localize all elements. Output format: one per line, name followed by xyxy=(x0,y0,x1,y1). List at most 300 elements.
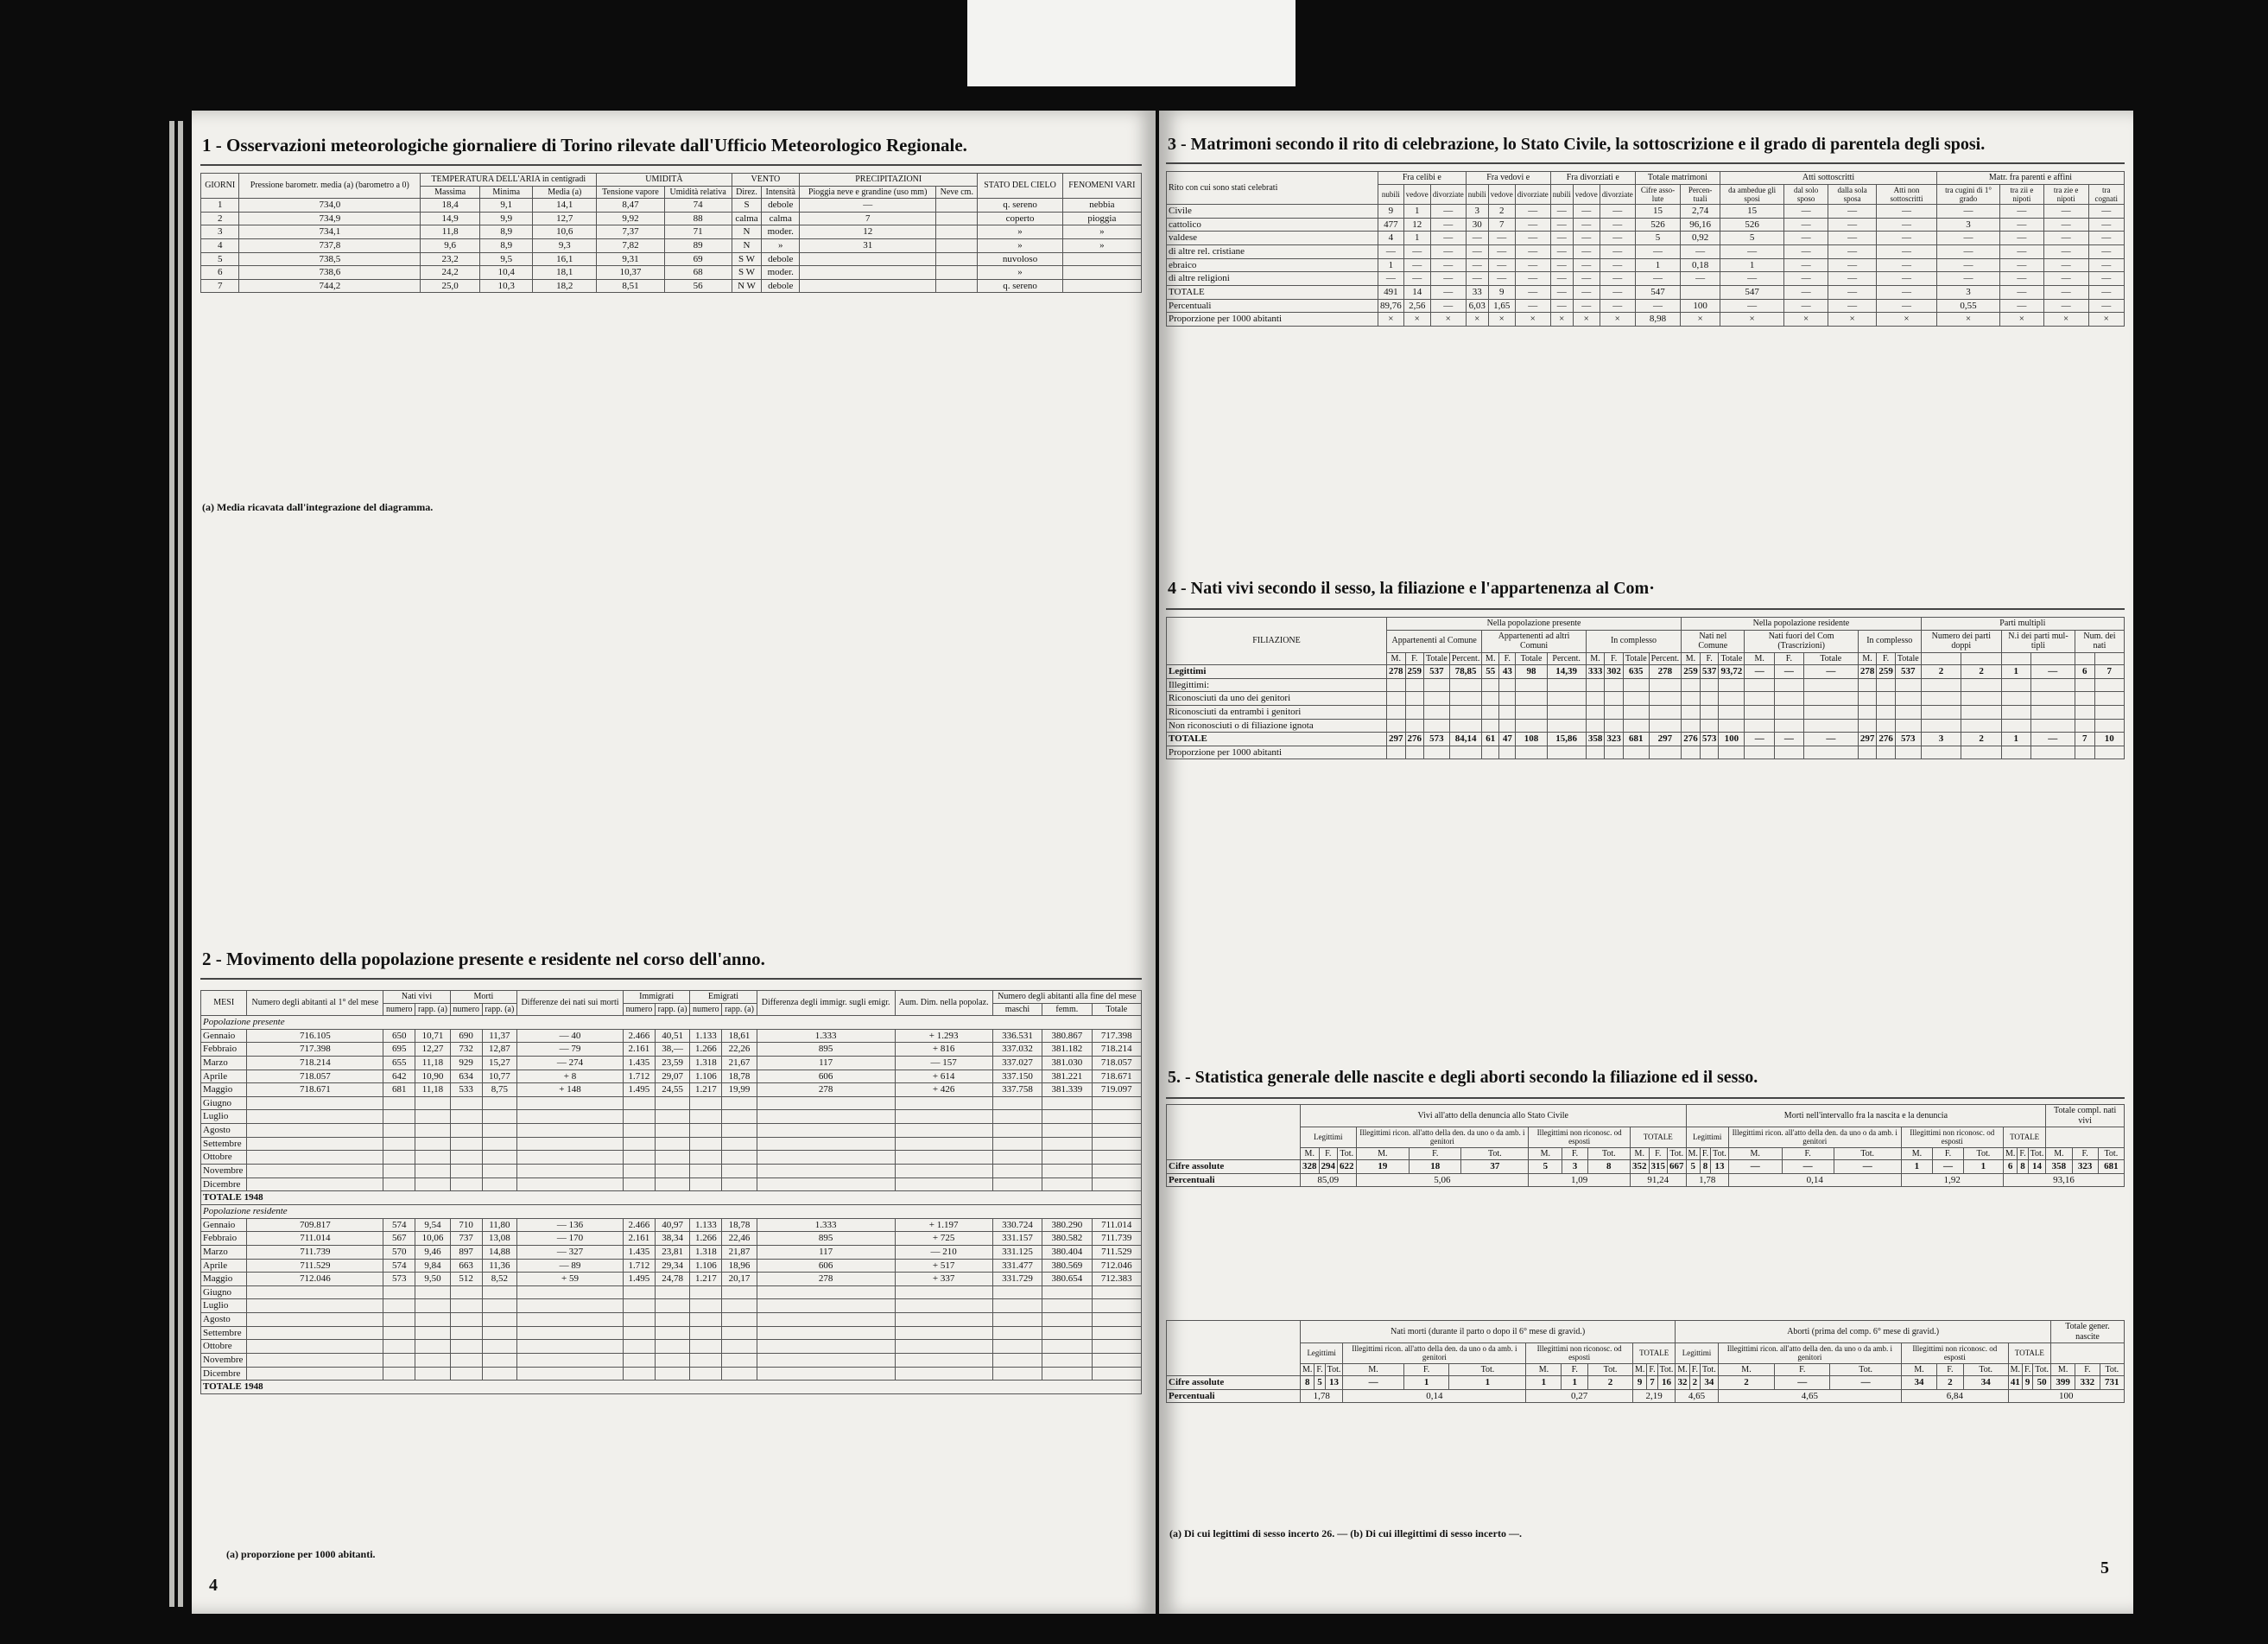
table-cell xyxy=(690,1326,722,1340)
col-mft: F. xyxy=(1877,652,1896,665)
table-cell xyxy=(623,1313,655,1327)
table-cell: 330.724 xyxy=(992,1218,1042,1232)
table2-note: (a) proporzione per 1000 abitanti. xyxy=(226,1548,376,1560)
table-cell xyxy=(1775,719,1804,733)
table-cell xyxy=(1803,692,1858,706)
table-cell: — xyxy=(1936,205,1999,219)
table-row xyxy=(201,1096,1142,1110)
table-cell xyxy=(1700,692,1719,706)
month-label: Luglio xyxy=(201,1110,247,1124)
col-mft: F. xyxy=(1775,1363,1830,1376)
col-mft: M. xyxy=(1858,652,1877,665)
table-cell xyxy=(623,1367,655,1381)
table-cell: 381.221 xyxy=(1042,1070,1092,1083)
table-cell: 533 xyxy=(450,1083,482,1097)
table-cell: — xyxy=(1681,272,1720,286)
table-cell xyxy=(992,1367,1042,1381)
table-cell: — xyxy=(1573,218,1600,232)
table-cell: N xyxy=(732,225,762,239)
table-cell xyxy=(1042,1165,1092,1178)
table-cell xyxy=(1424,719,1450,733)
table-cell: — xyxy=(1573,245,1600,259)
section-label: Popolazione residente xyxy=(201,1204,1142,1218)
table-cell: × xyxy=(1515,313,1550,327)
table-cell: 12 xyxy=(800,225,936,239)
table-cell: » xyxy=(978,266,1062,280)
table-cell xyxy=(1921,746,1961,759)
divider xyxy=(1166,1097,2125,1099)
table-row xyxy=(1167,1376,2125,1390)
table-cell xyxy=(1042,1367,1092,1381)
table-cell: 2,19 xyxy=(1632,1389,1675,1403)
table-cell: 33 xyxy=(1466,286,1488,300)
table-row xyxy=(1167,733,2125,746)
table-cell xyxy=(1482,719,1499,733)
col-umidita-rel: Umidità relativa xyxy=(664,186,732,199)
table-cell xyxy=(722,1165,757,1178)
table-row xyxy=(1167,692,2125,706)
table-cell xyxy=(2030,705,2075,719)
month-label: Ottobre xyxy=(201,1340,247,1354)
col-mesi: MESI xyxy=(201,991,247,1016)
table-cell xyxy=(623,1177,655,1191)
table-cell xyxy=(992,1285,1042,1299)
table-cell: 16,1 xyxy=(533,252,597,266)
col-blank xyxy=(1167,1321,1301,1376)
table-cell: 358 xyxy=(2046,1160,2072,1174)
table-cell xyxy=(936,212,978,225)
table-cell: 40,97 xyxy=(655,1218,689,1232)
col-mft: M. xyxy=(1682,652,1701,665)
table-cell: — xyxy=(1635,272,1680,286)
table-cell: 1.318 xyxy=(690,1245,722,1259)
table-cell xyxy=(482,1299,516,1313)
table-cell: 1 xyxy=(201,199,239,213)
table-row xyxy=(201,238,1142,252)
table-cell: — xyxy=(1828,299,1877,313)
table-cell xyxy=(1387,746,1406,759)
table-row xyxy=(1167,678,2125,692)
col-sub: Nati fuori del Com (Trascrizioni) xyxy=(1745,630,1858,652)
month-label: Gennaio xyxy=(201,1029,247,1043)
table-cell xyxy=(757,1137,895,1151)
table-cell: — 40 xyxy=(517,1029,624,1043)
table-cell: 667 xyxy=(1668,1160,1687,1174)
col-group: Morti nell'intervallo fra la nascita e la denuncia xyxy=(1686,1105,2046,1127)
table-cell xyxy=(1449,719,1482,733)
table-cell xyxy=(1895,705,1921,719)
table-cell: 100 xyxy=(1681,299,1720,313)
col-vento: VENTO xyxy=(732,174,799,187)
table-row xyxy=(201,1285,1142,1299)
table-cell xyxy=(722,1177,757,1191)
table-cell: 8 xyxy=(1700,1160,1710,1174)
table-cell xyxy=(722,1326,757,1340)
table-cell: — 274 xyxy=(517,1056,624,1070)
table-cell xyxy=(1547,705,1586,719)
table-cell xyxy=(2001,678,2030,692)
table-cell xyxy=(1424,692,1450,706)
table-cell: 21,67 xyxy=(722,1056,757,1070)
table-cell: 315 xyxy=(1649,1160,1668,1174)
table-cell: — xyxy=(1573,299,1600,313)
col-numero: numero xyxy=(623,1003,655,1016)
table-cell xyxy=(800,279,936,293)
col-mft: F. xyxy=(2072,1147,2098,1160)
table-cell xyxy=(450,1354,482,1368)
table-cell xyxy=(895,1313,992,1327)
right-page xyxy=(1159,111,2133,1614)
table-cell: 8,52 xyxy=(482,1273,516,1286)
table-cell: 2,74 xyxy=(1681,205,1720,219)
table-cell: 895 xyxy=(757,1232,895,1246)
table-cell xyxy=(1042,1177,1092,1191)
table-cell xyxy=(1387,692,1406,706)
table-cell: 1 xyxy=(1449,1376,1526,1390)
col-mft: F. xyxy=(2023,1363,2033,1376)
table-cell: 567 xyxy=(383,1232,415,1246)
table-cell xyxy=(895,1165,992,1178)
col-filiazione: Legittimi xyxy=(1301,1127,1357,1148)
table-cell: 7 xyxy=(1647,1376,1657,1390)
table-cell: 37 xyxy=(1461,1160,1529,1174)
table-cell xyxy=(2075,692,2094,706)
table-cell: 1 xyxy=(1635,258,1680,272)
col-morti: Morti xyxy=(450,991,516,1004)
col-abitanti-fine: Numero degli abitanti alla fine del mese xyxy=(992,991,1141,1004)
table-cell xyxy=(1516,746,1547,759)
table-cell: 7 xyxy=(2075,733,2094,746)
table-cell: — xyxy=(1600,299,1635,313)
table-cell: + 517 xyxy=(895,1259,992,1273)
table-cell xyxy=(2075,705,2094,719)
table-cell: 10,37 xyxy=(597,266,664,280)
col-fenomeni: FENOMENI VARI xyxy=(1062,174,1141,199)
col-filiazione: TOTALE xyxy=(2008,1343,2050,1364)
table-cell: — xyxy=(2030,733,2075,746)
table-cell: — xyxy=(2088,245,2124,259)
table-cell xyxy=(450,1285,482,1299)
col-group: Fra celibi e xyxy=(1378,172,1467,185)
table-cell: — xyxy=(1784,232,1828,245)
month-label: Aprile xyxy=(201,1070,247,1083)
table-cell: 55 xyxy=(1482,665,1499,679)
table-cell: 13,08 xyxy=(482,1232,516,1246)
table-cell: 25,0 xyxy=(421,279,480,293)
table2-title: 2 - Movimento della popolazione presente e residente nel corso dell'anno. xyxy=(202,949,765,969)
table-cell xyxy=(1961,705,2002,719)
table-cell: 78,85 xyxy=(1449,665,1482,679)
table-cell: 1 xyxy=(1562,1376,1588,1390)
col-mft: F. xyxy=(1775,652,1804,665)
col-mft xyxy=(1921,652,1961,665)
table-cell: 10,6 xyxy=(533,225,597,239)
month-label: Maggio xyxy=(201,1083,247,1097)
table-row xyxy=(1167,705,2125,719)
row-label: Riconosciuti da entrambi i genitori xyxy=(1167,705,1387,719)
table-cell xyxy=(623,1137,655,1151)
table-cell xyxy=(482,1354,516,1368)
table-cell: 717.398 xyxy=(1092,1029,1142,1043)
table-cell xyxy=(1092,1285,1142,1299)
table-cell xyxy=(1062,252,1141,266)
table-cell xyxy=(1745,719,1775,733)
table-cell: 897 xyxy=(450,1245,482,1259)
table-cell: 337.150 xyxy=(992,1070,1042,1083)
col-mft: M. xyxy=(1526,1363,1562,1376)
table-cell: 2.466 xyxy=(623,1218,655,1232)
table-cell xyxy=(415,1367,450,1381)
table-cell: 38,— xyxy=(655,1043,689,1057)
table-cell: 1.217 xyxy=(690,1083,722,1097)
table-cell: 29,07 xyxy=(655,1070,689,1083)
table-cell: 734,9 xyxy=(239,212,421,225)
col-blank xyxy=(1167,1105,1301,1160)
table-cell xyxy=(482,1096,516,1110)
table-cell: — xyxy=(2000,286,2044,300)
col-rapp: rapp. (a) xyxy=(415,1003,450,1016)
table-cell: — xyxy=(2043,299,2088,313)
table-cell xyxy=(1499,705,1516,719)
table-cell: 734,0 xyxy=(239,199,421,213)
col-mft: F. xyxy=(2018,1147,2028,1160)
month-label: Agosto xyxy=(201,1313,247,1327)
table-cell: — xyxy=(1488,232,1515,245)
col-filiazione: TOTALE xyxy=(1632,1343,1675,1364)
col-mft: F. xyxy=(2075,1363,2100,1376)
table-cell xyxy=(655,1367,689,1381)
table-cell: 14,39 xyxy=(1547,665,1586,679)
table-cell xyxy=(2030,678,2075,692)
table-cell: nebbia xyxy=(1062,199,1141,213)
table-cell: — xyxy=(2043,258,2088,272)
month-label: Dicembre xyxy=(201,1177,247,1191)
row-label: Illegittimi: xyxy=(1167,678,1387,692)
col-filiazione: Illegittimi ricon. all'atto della den. da uno o da amb. i genitori xyxy=(1356,1127,1529,1148)
col-femmine: femm. xyxy=(1042,1003,1092,1016)
col-mft: F. xyxy=(1410,1147,1461,1160)
col-subheader: Percen-tuali xyxy=(1681,184,1720,205)
col-mft: F. xyxy=(1605,652,1624,665)
table-cell: 1,92 xyxy=(1901,1173,2003,1187)
table-cell: 4 xyxy=(1378,232,1404,245)
table-cell xyxy=(383,1177,415,1191)
table-cell xyxy=(1961,719,2002,733)
table-cell: — xyxy=(2088,258,2124,272)
table-cell: 9 xyxy=(1632,1376,1646,1390)
table-cell: 8 xyxy=(2018,1160,2028,1174)
table-cell xyxy=(722,1124,757,1138)
table-cell: — xyxy=(1488,258,1515,272)
table-cell: — xyxy=(1515,205,1550,219)
table-cell: 337.758 xyxy=(992,1083,1042,1097)
table-cell: 10,4 xyxy=(480,266,533,280)
table-cell: 606 xyxy=(757,1259,895,1273)
table-cell xyxy=(1775,705,1804,719)
table-cell: — 79 xyxy=(517,1043,624,1057)
table-cell: 15,27 xyxy=(482,1056,516,1070)
table-cell xyxy=(450,1313,482,1327)
table-cell: 8,9 xyxy=(480,238,533,252)
table-cell: — xyxy=(1834,1160,1901,1174)
table-cell xyxy=(1092,1354,1142,1368)
table-cell xyxy=(1092,1177,1142,1191)
col-mft: Totale xyxy=(1803,652,1858,665)
table-cell: 606 xyxy=(757,1070,895,1083)
table-cell: 1,78 xyxy=(1301,1389,1343,1403)
table-cell: — xyxy=(1430,258,1466,272)
table-cell: 337.027 xyxy=(992,1056,1042,1070)
table-cell xyxy=(2030,746,2075,759)
table-cell: — xyxy=(1573,205,1600,219)
table-cell xyxy=(2094,705,2125,719)
table-cell xyxy=(383,1124,415,1138)
col-mft: F. xyxy=(1933,1147,1964,1160)
table-cell: — xyxy=(1466,258,1488,272)
table-cell: 5 xyxy=(1720,232,1784,245)
table-cell: 332 xyxy=(2075,1376,2100,1390)
table-cell: 8,98 xyxy=(1635,313,1680,327)
table-cell xyxy=(450,1110,482,1124)
table-cell xyxy=(1700,719,1719,733)
col-emigrati: Emigrati xyxy=(690,991,757,1004)
table-cell: — xyxy=(1745,733,1775,746)
table-cell xyxy=(722,1299,757,1313)
table-cell: × xyxy=(1828,313,1877,327)
table-cell: 10,90 xyxy=(415,1070,450,1083)
table-cell: 5,06 xyxy=(1356,1173,1529,1187)
table-cell: 11,8 xyxy=(421,225,480,239)
col-mft: Tot. xyxy=(1325,1363,1343,1376)
col-filiazione: Legittimi xyxy=(1686,1127,1728,1148)
table-cell: — xyxy=(1877,299,1937,313)
table-cell: 5 xyxy=(1529,1160,1562,1174)
table-row xyxy=(201,1340,1142,1354)
table-cell xyxy=(655,1165,689,1178)
table-cell: 732 xyxy=(450,1043,482,1057)
table-cell: 8,9 xyxy=(480,225,533,239)
table-row xyxy=(201,225,1142,239)
col-filiazione: Illegittimi non riconosc. od esposti xyxy=(1526,1343,1633,1364)
month-label: Agosto xyxy=(201,1124,247,1138)
table-cell: — xyxy=(1877,245,1937,259)
table-cell: — xyxy=(1775,1376,1830,1390)
col-sub: In complesso xyxy=(1858,630,1921,652)
table-cell: × xyxy=(1681,313,1720,327)
col-massima: Massima xyxy=(421,186,480,199)
table-cell: 352 xyxy=(1631,1160,1650,1174)
table-cell: 18,4 xyxy=(421,199,480,213)
table-cell: — xyxy=(2043,272,2088,286)
month-label: Marzo xyxy=(201,1056,247,1070)
col-sub: Numero dei parti doppi xyxy=(1921,630,2001,652)
table-row xyxy=(201,1367,1142,1381)
table-cell: 331.477 xyxy=(992,1259,1042,1273)
table-cell: 259 xyxy=(1682,665,1701,679)
table-cell xyxy=(2075,746,2094,759)
table-cell xyxy=(800,252,936,266)
table-cell: — xyxy=(1828,218,1877,232)
table-cell: calma xyxy=(762,212,800,225)
table-cell xyxy=(1682,746,1701,759)
col-subheader: vedove xyxy=(1403,184,1430,205)
table-cell xyxy=(517,1313,624,1327)
table-cell xyxy=(247,1354,383,1368)
table-cell xyxy=(415,1299,450,1313)
table-cell xyxy=(482,1367,516,1381)
table-row xyxy=(1167,719,2125,733)
row-label: cattolico xyxy=(1167,218,1378,232)
table-cell: — xyxy=(1728,1160,1782,1174)
table-cell xyxy=(383,1096,415,1110)
section-label: Popolazione presente xyxy=(201,1016,1142,1030)
col-direzione: Direz. xyxy=(732,186,762,199)
table-cell: 24,78 xyxy=(655,1273,689,1286)
col-mft: F. xyxy=(1319,1147,1338,1160)
table-cell: » xyxy=(978,225,1062,239)
col-mft: Totale xyxy=(1516,652,1547,665)
col-rapp: rapp. (a) xyxy=(482,1003,516,1016)
table-cell: 7 xyxy=(800,212,936,225)
table-cell: 642 xyxy=(383,1070,415,1083)
table-cell: 14 xyxy=(2028,1160,2046,1174)
table-cell xyxy=(1605,692,1624,706)
table-cell xyxy=(936,225,978,239)
table-cell: 734,1 xyxy=(239,225,421,239)
table-cell: — xyxy=(2043,286,2088,300)
table-cell: 3 xyxy=(1936,286,1999,300)
table-cell xyxy=(1516,719,1547,733)
table-row xyxy=(1167,313,2125,327)
col-totale: Totale xyxy=(1092,1003,1142,1016)
table-cell xyxy=(992,1299,1042,1313)
table-cell: 297 xyxy=(1649,733,1682,746)
table-cell: — xyxy=(1550,272,1573,286)
table-cell: 6,03 xyxy=(1466,299,1488,313)
table-cell xyxy=(690,1299,722,1313)
table-cell xyxy=(2030,692,2075,706)
col-mft: Tot. xyxy=(2028,1147,2046,1160)
month-label: Dicembre xyxy=(201,1367,247,1381)
row-label: di altre rel. cristiane xyxy=(1167,245,1378,259)
table-cell xyxy=(1405,705,1424,719)
table-cell xyxy=(482,1165,516,1178)
table-cell xyxy=(757,1285,895,1299)
table-cell xyxy=(450,1124,482,1138)
table-cell: — xyxy=(1828,258,1877,272)
table-cell: 635 xyxy=(1623,665,1649,679)
table-cell: 11,18 xyxy=(415,1056,450,1070)
table-cell: — xyxy=(1550,258,1573,272)
table-cell: 9,3 xyxy=(533,238,597,252)
table-cell xyxy=(1921,692,1961,706)
table-cell xyxy=(1745,692,1775,706)
table-cell: 547 xyxy=(1635,286,1680,300)
table-cell: 3 xyxy=(1466,205,1488,219)
table-cell xyxy=(1092,1096,1142,1110)
table-cell: 18,78 xyxy=(722,1070,757,1083)
col-sub: N.i dei parti mul-tipli xyxy=(2001,630,2075,652)
table-row xyxy=(1167,258,2125,272)
col-mft: Tot. xyxy=(1963,1363,2008,1376)
col-filiazione: Legittimi xyxy=(1676,1343,1718,1364)
table-cell: — xyxy=(1430,205,1466,219)
table-cell xyxy=(247,1124,383,1138)
col-mft: Totale xyxy=(1719,652,1745,665)
table-cell: + 148 xyxy=(517,1083,624,1097)
table-cell xyxy=(757,1313,895,1327)
table-cell xyxy=(1649,678,1682,692)
